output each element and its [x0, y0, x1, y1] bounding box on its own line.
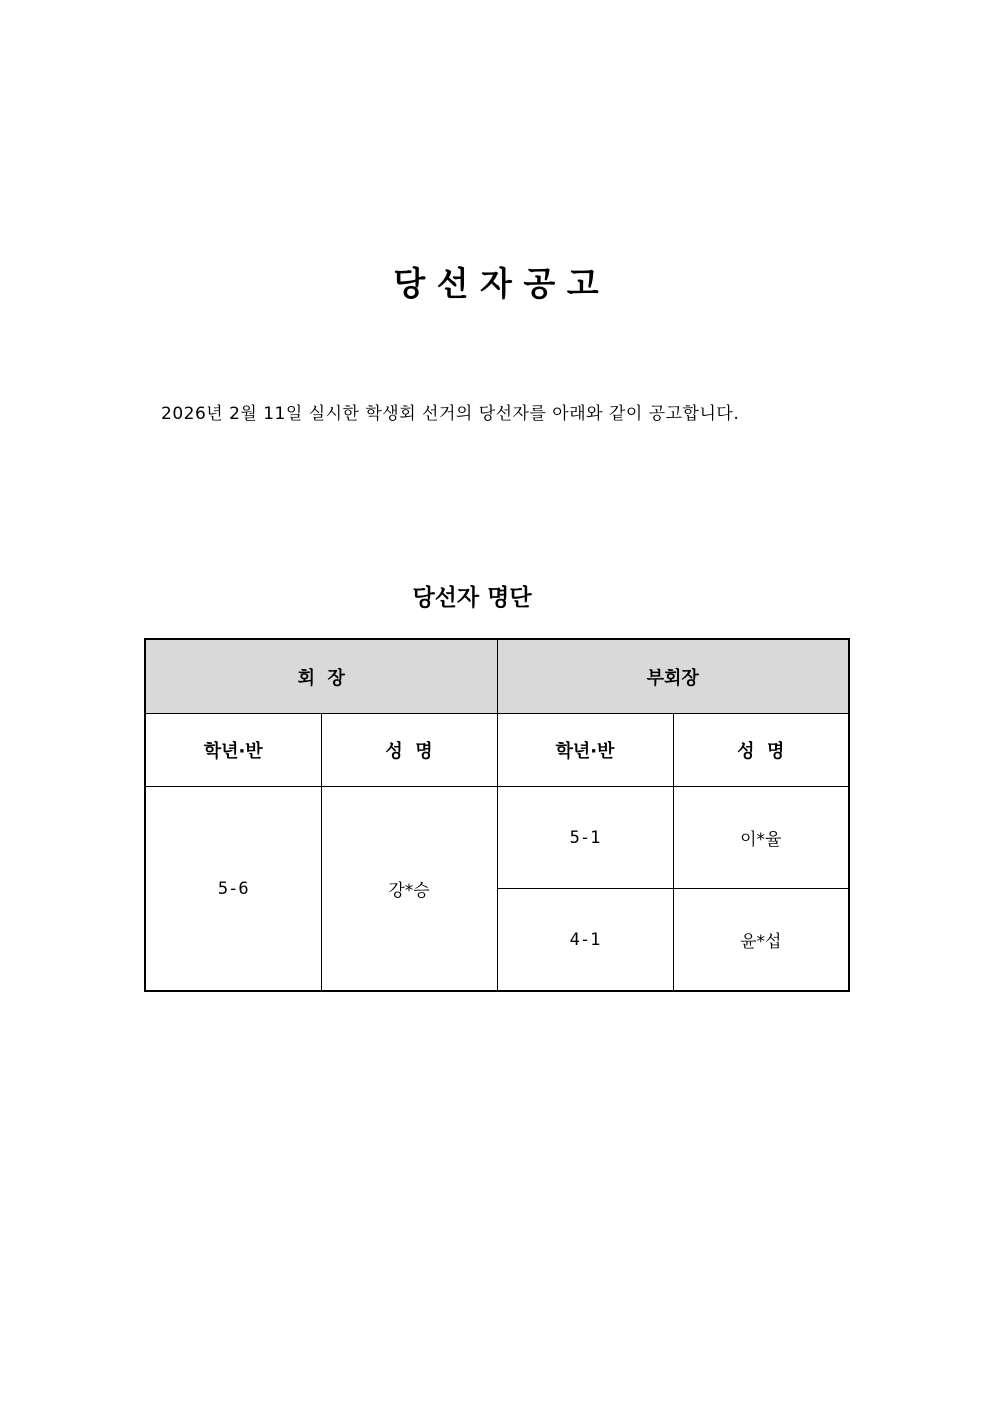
president-class: 5-6 — [145, 787, 321, 992]
winners-list-title: 당선자 명단 — [412, 585, 532, 611]
column-header-row — [145, 714, 849, 787]
president-name-header: 성 명 — [321, 714, 497, 787]
vice-president-header: 부회장 — [497, 639, 849, 714]
vice-president-2-name: 윤*섭 — [673, 889, 849, 992]
vice-president-1-class: 5-1 — [497, 787, 673, 889]
president-header: 회 장 — [145, 639, 497, 714]
president-class-header: 학년·반 — [145, 714, 321, 787]
page-title: 당 선 자 공 고 — [393, 264, 599, 303]
vice-president-1-name: 이*율 — [673, 787, 849, 889]
position-header-row — [145, 639, 849, 714]
table-row — [145, 787, 849, 889]
vice-class-header: 학년·반 — [497, 714, 673, 787]
president-name: 강*승 — [321, 787, 497, 992]
announcement-text: 2026년 2월 11일 실시한 학생회 선거의 당선자를 아래와 같이 공고합니다. — [161, 404, 740, 424]
winners-table — [144, 638, 850, 992]
vice-president-2-class: 4-1 — [497, 889, 673, 992]
vice-name-header: 성 명 — [673, 714, 849, 787]
